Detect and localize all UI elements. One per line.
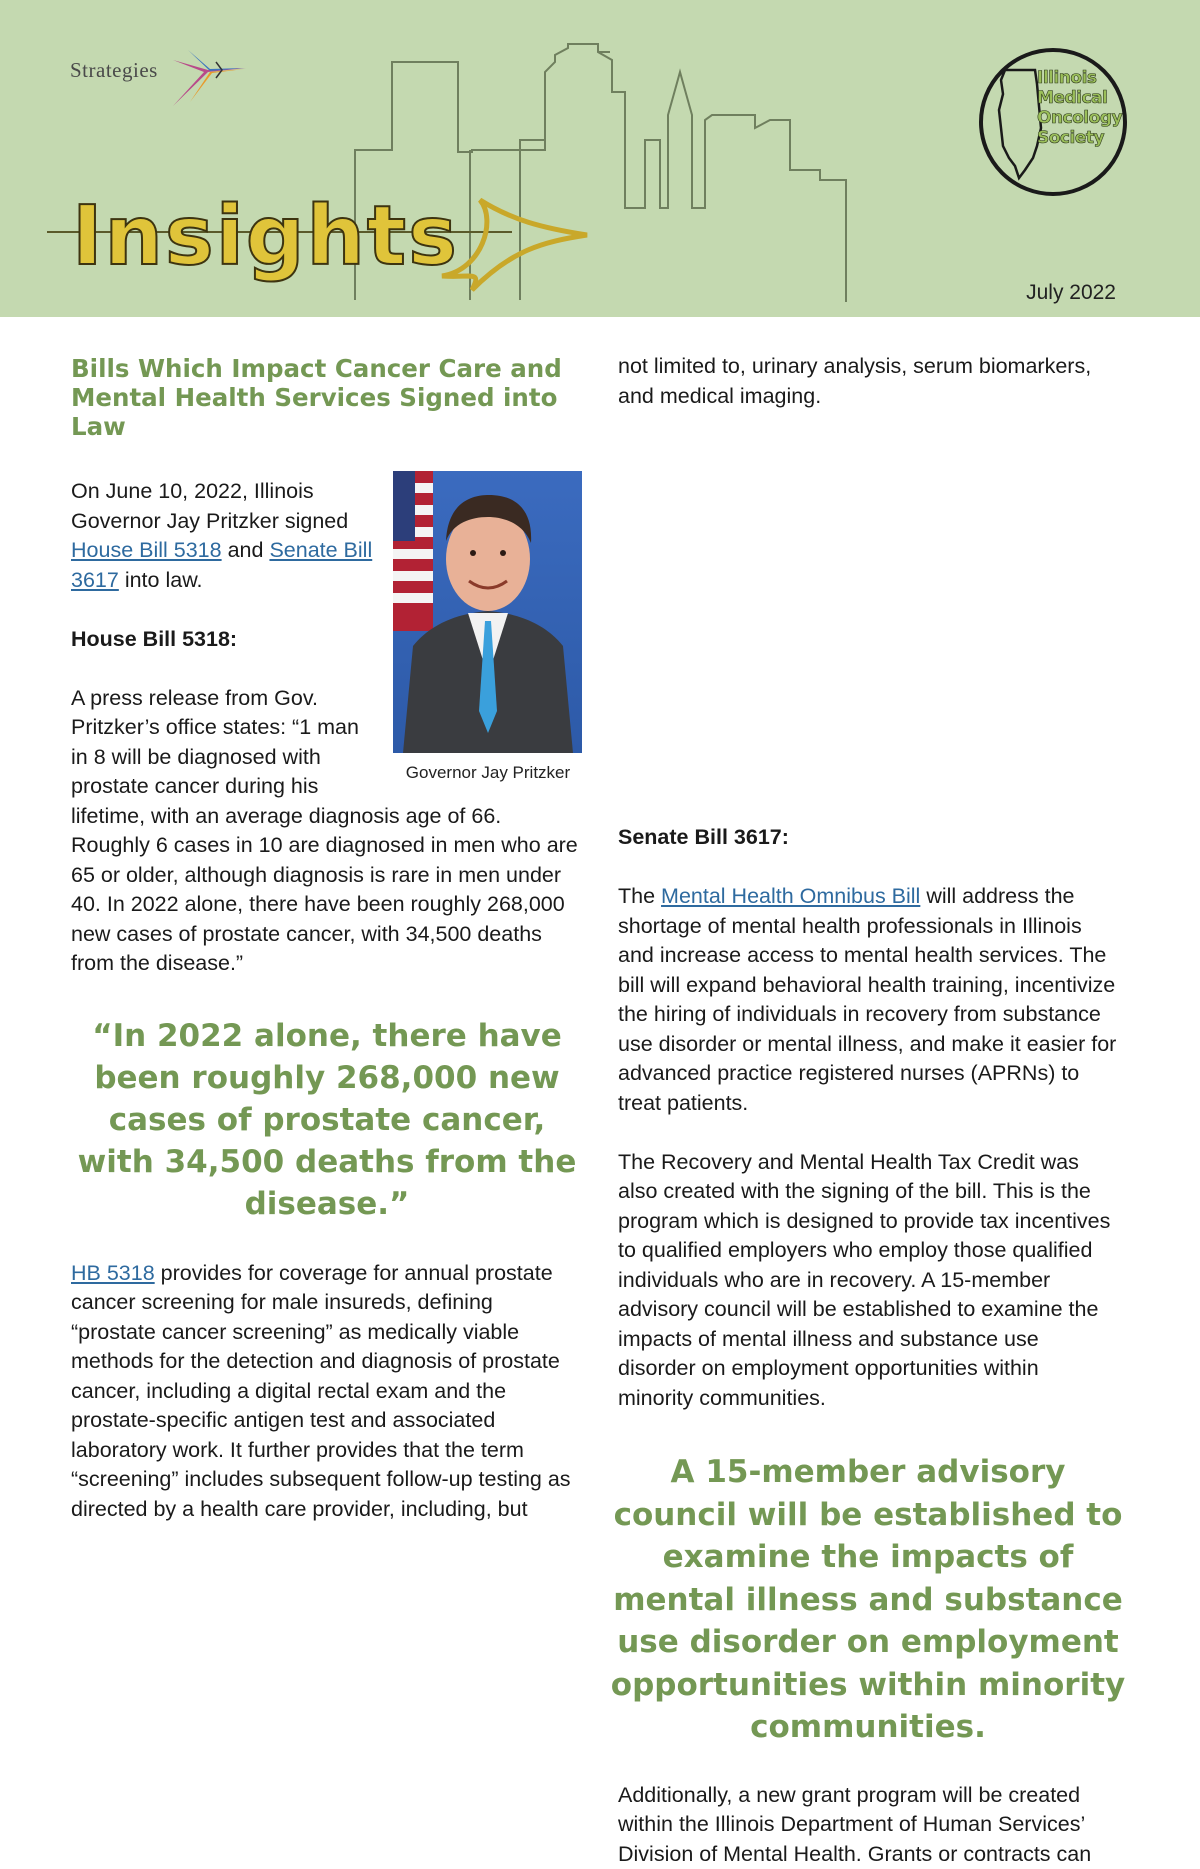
portrait-illustration xyxy=(393,471,582,753)
left-column xyxy=(71,352,583,1524)
mental-health-omnibus-bill-link[interactable]: Mental Health Omnibus Bill xyxy=(661,884,920,908)
press-release-paragraph: A press release from Gov. Pritzker’s office states: “1 man in 8 will be diagnosed with prostate cancer during his lifetime, with an average diagnosis age of 66. Roughly 6 cases in 10 are diagnosed in men who are 65 or older, although diagnosis is rare in men under 40. In 2022 alone, there have been roughly 268,000 new cases of prostate cancer, with 34,500 deaths from the disease.” xyxy=(71,684,583,979)
insights-masthead-graphic xyxy=(42,180,602,310)
coverage-text: provides for coverage for annual prostate cancer screening for male insureds, defining “prostate cancer screening” as medically viable methods for the detection and diagnosis of prostate cancer, including a digital rectal exam and the prostate-specific antigen test and associated laboratory work. It further provides that the term “screening” includes subsequent follow-up testing as directed by a health care provider, including, but xyxy=(71,1261,571,1521)
masthead-banner xyxy=(0,0,1200,317)
logo-line: Oncology xyxy=(1037,108,1127,128)
article-title: Bills Which Impact Cancer Care and Mental Health Services Signed into Law xyxy=(71,354,583,441)
sb-text: will address the shortage of mental health professionals in Illinois and increase access to mental health services. The bill will expand behavioral health training, incentivize the hiring of individuals in recovery from substance use disorder or mental illness, and make it easier for advanced practice registered nurses (APRNs) to treat patients. xyxy=(618,884,1116,1115)
prism-arrow-icon xyxy=(168,40,248,110)
coverage-paragraph xyxy=(71,1259,583,1525)
governor-photo xyxy=(393,471,582,753)
governor-photo-figure xyxy=(393,471,583,784)
logo-line: Illinois xyxy=(1037,68,1127,88)
logo-wordmark xyxy=(1037,68,1127,148)
house-bill-5318-link[interactable]: House Bill 5318 xyxy=(71,538,222,562)
senate-bill-paragraph xyxy=(618,882,1118,1118)
illinois-medical-oncology-society-logo xyxy=(979,48,1127,196)
pull-quote-left: “In 2022 alone, there have been roughly 268,000 new cases of prostate cancer, with 34,500 deaths from the disease.” xyxy=(71,1015,583,1225)
logo-line: Society xyxy=(1037,128,1127,148)
coverage-continuation: not limited to, urinary analysis, serum biomarkers, and medical imaging. xyxy=(618,352,1118,411)
pull-quote-right: A 15-member advisory council will be established to examine the impacts of mental illness and substance use disorder on employment opportunities within minority communities. xyxy=(604,1451,1132,1749)
logo-line: Medical xyxy=(1037,88,1127,108)
intro-text: into law. xyxy=(119,568,203,592)
tax-credit-paragraph: The Recovery and Mental Health Tax Credit was also created with the signing of the bill. This is the program which is designed to provide tax incentives to qualified employers who employ those qualified individuals who are in recovery. A 15-member advisory council will be established to examine the impacts of mental illness and substance use disorder on employment opportunities within minority communities. xyxy=(618,1148,1118,1414)
intro-text: and xyxy=(222,538,270,562)
photo-caption: Governor Jay Pritzker xyxy=(393,762,583,784)
brand-wordmark: Strategies xyxy=(70,58,158,83)
senate-bill-heading: Senate Bill 3617: xyxy=(618,823,1118,853)
house-bill-heading: House Bill 5318: xyxy=(71,625,583,655)
grant-program-paragraph: Additionally, a new grant program will be created within the Illinois Department of Human Services’ Division of Mental Health. Grants or contracts can xyxy=(618,1781,1118,1869)
issue-date: July 2022 xyxy=(1026,281,1116,305)
senate-bill-3617-link[interactable]: Senate Bill 3617 xyxy=(71,538,372,592)
intro-text: On June 10, 2022, Illinois Governor Jay Pritzker signed xyxy=(71,479,348,533)
right-column xyxy=(618,352,1118,1869)
insights-wordmark: Insights xyxy=(72,189,459,284)
hb-5318-link[interactable]: HB 5318 xyxy=(71,1261,155,1285)
sb-text: The xyxy=(618,884,661,908)
